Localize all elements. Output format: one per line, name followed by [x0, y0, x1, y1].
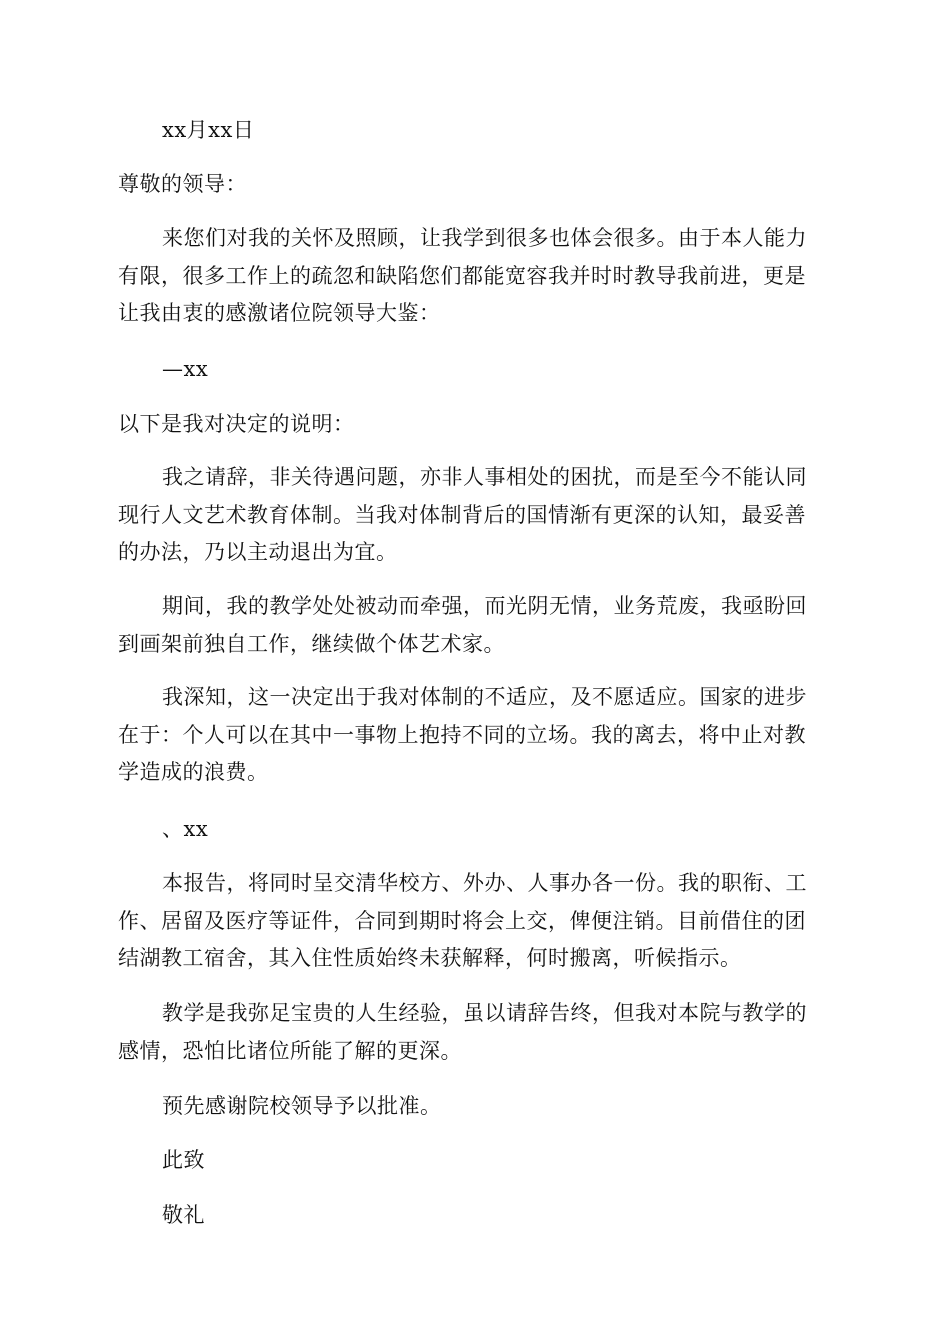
paragraph-line: 感情，恐怕比诸位所能了解的更深。 [118, 1038, 462, 1063]
paragraph-line: 到画架前独自工作，继续做个体艺术家。 [118, 631, 505, 656]
paragraph-line: 让我由衷的感激诸位院领导大鉴： [118, 301, 441, 325]
letter-thanks: 预先感谢院校领导予以批准。 [162, 1094, 442, 1118]
paragraph-experience [118, 995, 838, 1070]
paragraph-line: 学造成的浪费。 [118, 760, 269, 784]
paragraph-line: 结湖教工宿舍，其入住性质始终未获解释，何时搬离，听候指示。 [118, 946, 742, 970]
paragraph-line: 来您们对我的关怀及照顾，让我学到很多也体会很多。由于本人能力 [162, 226, 807, 250]
signature-mark: 、xx [162, 817, 209, 841]
paragraph-line: 有限，很多工作上的疏忽和缺陷您们都能宽容我并时时教导我前进，更是 [118, 263, 806, 288]
paragraph-reason [118, 459, 838, 572]
paragraph-teaching [118, 588, 838, 663]
paragraph-line: 在于：个人可以在其中一事物上抱持不同的立场。我的离去，将中止对教 [118, 722, 806, 747]
paragraph-line: 期间，我的教学处处被动而牵强，而光阴无情，业务荒废，我亟盼回 [162, 594, 807, 618]
paragraph-report [118, 865, 838, 978]
signature-mark: —xx [162, 357, 209, 381]
paragraph-line: 我深知，这一决定出于我对体制的不适应，及不愿适应。国家的进步 [162, 685, 807, 709]
letter-date: xx月xx日 [162, 118, 255, 142]
paragraph-line: 教学是我弥足宝贵的人生经验，虽以请辞告终，但我对本院与教学的 [162, 1001, 807, 1025]
letter-intro: 以下是我对决定的说明： [118, 412, 355, 436]
paragraph-gratitude [118, 220, 838, 333]
paragraph-line: 本报告，将同时呈交清华校方、外办、人事办各一份。我的职衔、工 [162, 871, 807, 895]
paragraph-line: 的办法，乃以主动退出为宜。 [118, 540, 398, 564]
letter-closing-2: 敬礼 [162, 1203, 205, 1227]
letter-closing-1: 此致 [162, 1148, 205, 1172]
letter-salutation: 尊敬的领导： [118, 172, 247, 196]
paragraph-understanding [118, 679, 838, 792]
paragraph-line: 作、居留及医疗等证件，合同到期时将会上交，俾便注销。目前借住的团 [118, 908, 806, 933]
paragraph-line: 现行人文艺术教育体制。当我对体制背后的国情渐有更深的认知，最妥善 [118, 502, 806, 527]
paragraph-line: 我之请辞，非关待遇问题，亦非人事相处的困扰，而是至今不能认同 [162, 465, 807, 489]
